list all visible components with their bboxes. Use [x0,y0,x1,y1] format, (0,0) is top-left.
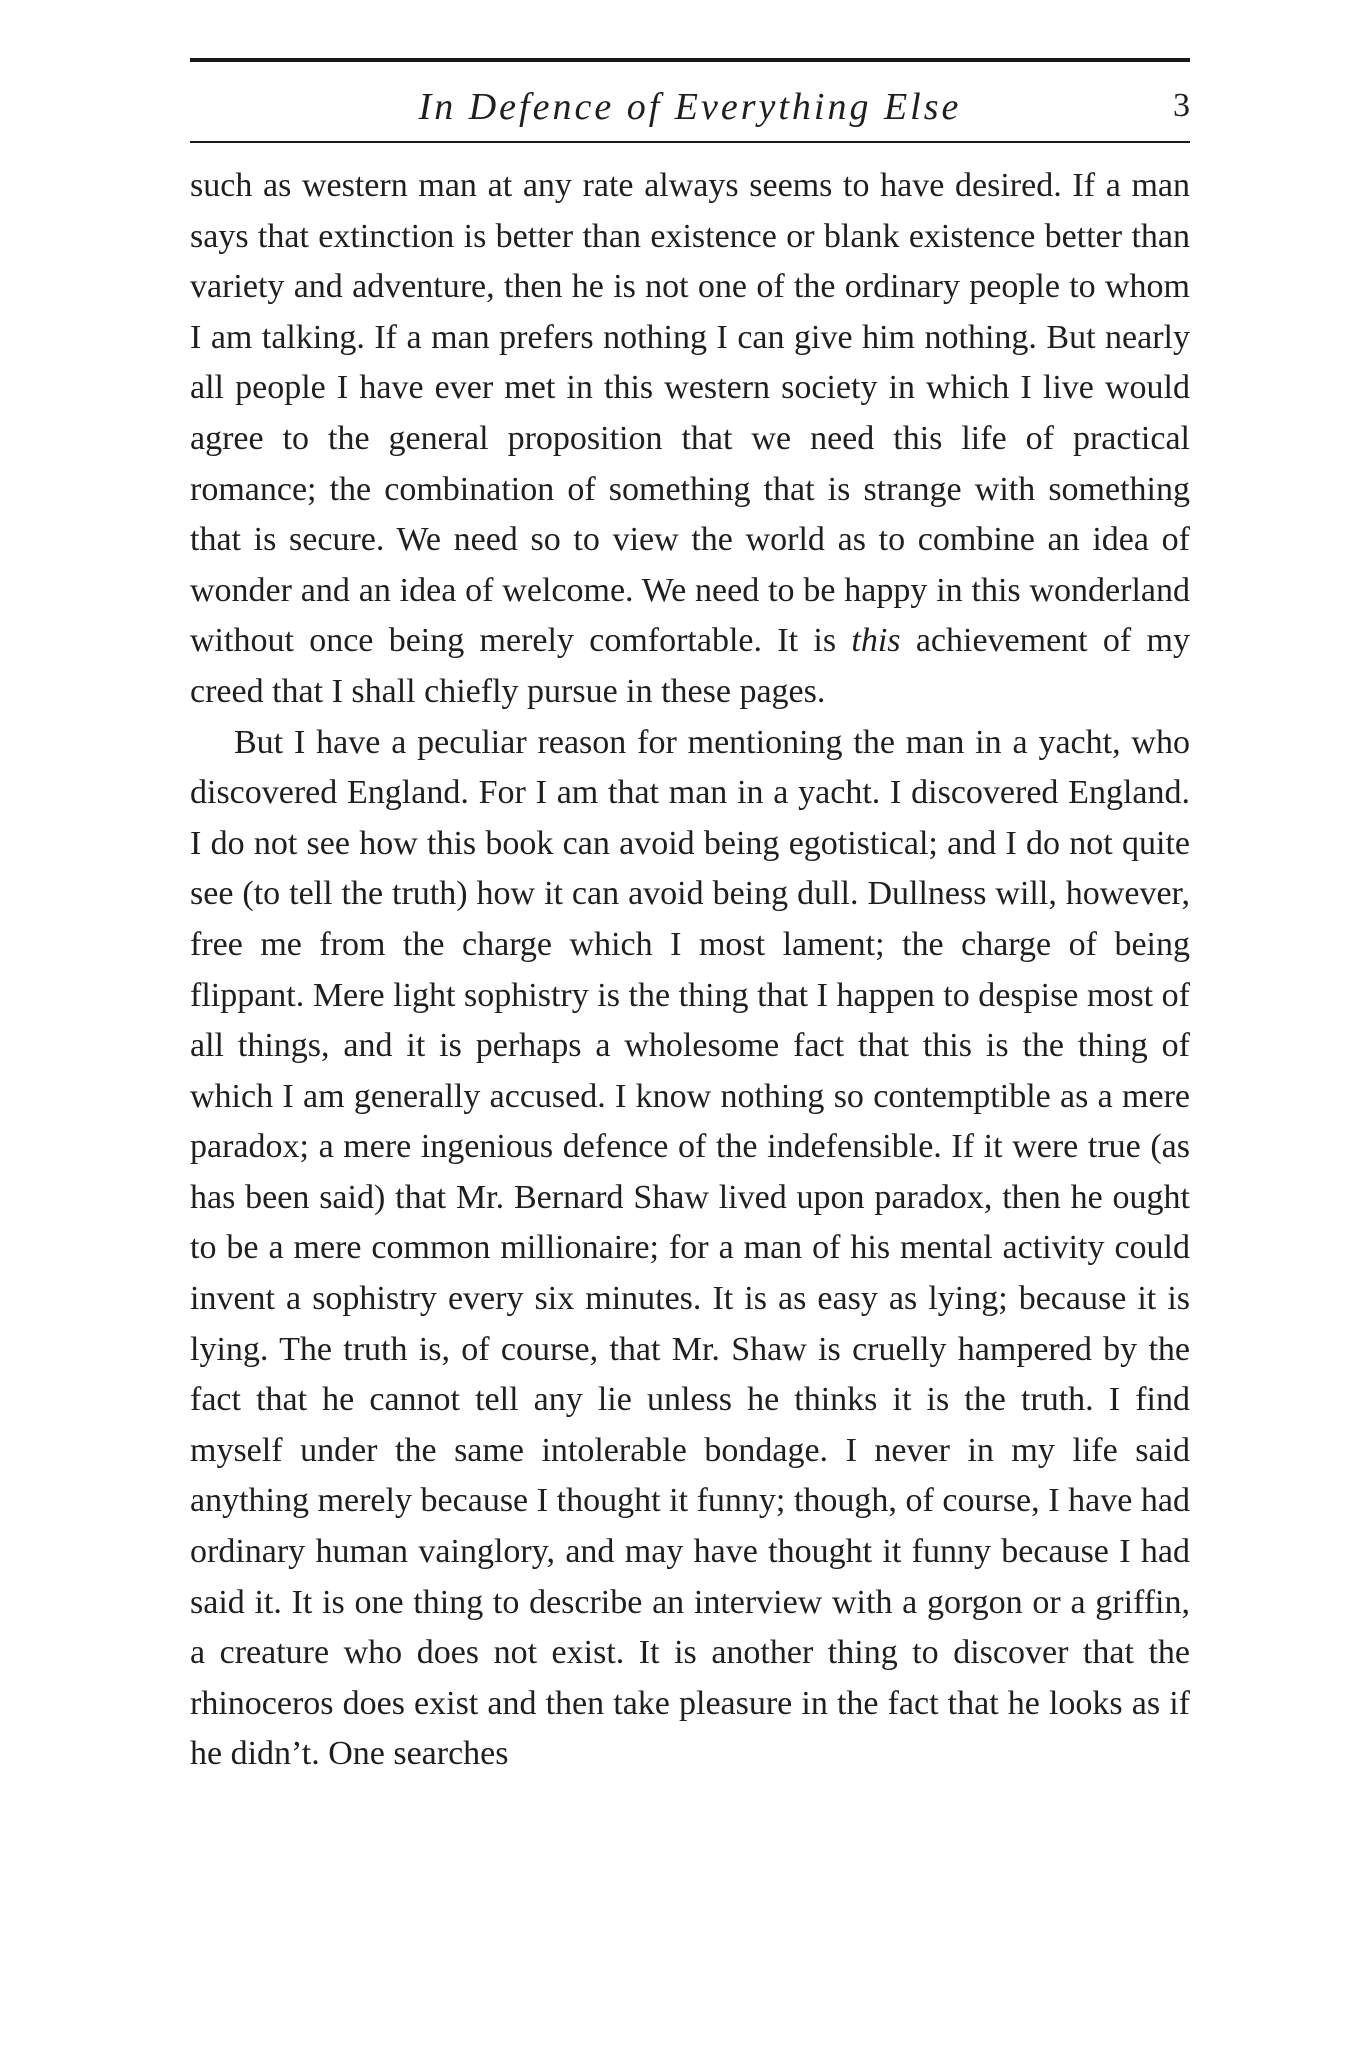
text-run: achievement of my creed that I shall chiefly pursue in these pages. [190,622,1191,710]
text-run: But I have a peculiar reason for mentioning the man in a yacht, who discovered England. For I am that man in a yacht. I discovered England. I do not see how this book can avoid being egotistical; and I do not quite see (to tell the truth) how it can avoid being dull. Dullness will, however, free me from the charge which I most lament; the charge of being flippant. Mere light sophistry is the thing that I happen to despise most of all things, and it is perhaps a wholesome fact that this is the thing of which I am generally accused. I know nothing so contemptible as a mere paradox; a mere ingenious defence of the indefensible. If it were true (as has been said) that Mr. Bernard Shaw lived upon paradox, then he ought to be a mere common millionaire; for a man of his mental activity could invent a sophistry every six minutes. It is as easy as lying; because it is lying. The truth is, of course, that Mr. Shaw is cruelly hampered by the fact that he cannot tell any lie unless he thinks it is the truth. I find myself under the same intolerable bondage. I never in my life said anything merely because I thought it funny; though, of course, I have had ordinary human vainglory, and may have thought it funny because I had said it. It is one thing to describe an interview with a gorgon or a griffin, a creature who does not exist. It is another thing to discover that the rhinoceros does exist and then take pleasure in the fact that he looks as if he didn’t. One searches [190,723,1190,1773]
text-run: such as western man at any rate always seems to have desired. If a man says that extinction is better than existence or blank existence better than variety and adventure, then he is not one of the ordinary people to whom I am talking. If a man prefers nothing I can give him nothing. But nearly all people I have ever met in this western society in which I live would agree to the general proposition that we need this life of practical romance; the combination of something that is strange with something that is secure. We need so to view the world as to combine an idea of wonder and an idea of welcome. We need to be happy in this wonderland without once being merely comfortable. It is [190,167,1190,660]
page-number: 3 [1173,87,1190,124]
header-top-rule [190,58,1190,62]
paragraph [190,718,1190,1780]
italic-text-run: this [851,622,901,660]
running-title: In Defence of Everything Else [418,86,962,128]
running-head [190,69,1190,143]
book-page [190,58,1190,1780]
body-text [190,161,1190,1780]
paragraph [190,161,1190,718]
